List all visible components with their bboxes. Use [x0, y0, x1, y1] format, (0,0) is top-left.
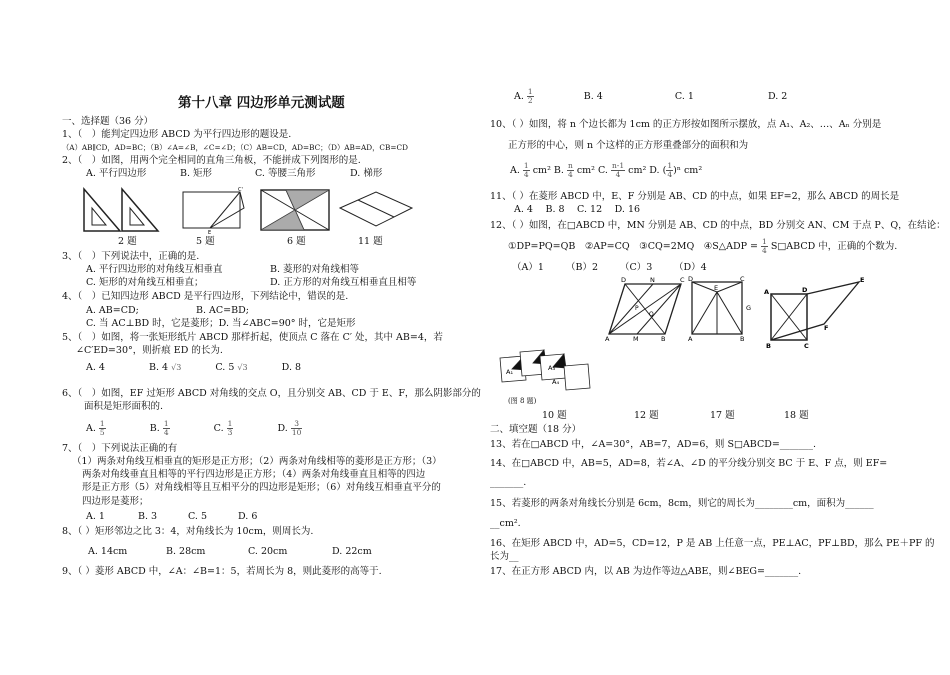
- q5-option-a: A. 4: [86, 362, 105, 373]
- question-7-option-a: A. 1: [86, 511, 105, 522]
- question-8-option-d: D. 22cm: [332, 546, 372, 557]
- question-7-line-4: 四边形是菱形；: [82, 496, 149, 507]
- figure-q17-square: [688, 276, 758, 342]
- question-1: 1、（ ）能判定四边形 ABCD 为平行四边形的题设是.: [62, 129, 292, 140]
- svg-text:C': C': [238, 187, 243, 193]
- fraction-1-5: $\frac{1}{5}$: [99, 419, 105, 437]
- section-fill-heading: 二、填空题（18 分）: [490, 424, 582, 435]
- question-7-option-c: C. 5: [188, 511, 208, 522]
- figure-q12-parallelogram: [603, 276, 687, 342]
- figure-label-8: (图 8 题): [508, 397, 537, 405]
- svg-text:A: A: [764, 288, 770, 296]
- figure-label-10: 10 题: [542, 410, 567, 421]
- fraction-3-10: $\frac{3}{10}$: [291, 419, 302, 437]
- svg-text:D: D: [802, 286, 808, 294]
- question-3-option-b: B. 菱形的对角线相等: [270, 264, 360, 275]
- question-2-option-d: D. 梯形: [350, 168, 383, 179]
- question-5-line-2: ∠C′ED=30°，则折痕 ED 的长为.: [76, 345, 223, 356]
- question-12-line-2: ①DP=PQ=QB ②AP=CQ ③CQ=2MQ ④S△ADP = $\frac{1}{4}$ S□ABCD 中，正确的个数为.: [508, 237, 898, 255]
- svg-text:G: G: [746, 304, 752, 312]
- question-13: 13、若在□ABCD 中，∠A=30°，AB=7，AD=6，则 S□ABCD=_______.: [490, 439, 817, 450]
- question-16-line-1: 16、在矩形 ABCD 中，AD=5，CD=12，P 是 AB 上任意一点，PE⊥AC，PF⊥BD，那么 PE＋PF 的: [490, 538, 935, 549]
- svg-text:E: E: [860, 276, 865, 284]
- question-14-line-2: _______.: [490, 477, 527, 488]
- question-6-options: A. $\frac{1}{5}$ B. $\frac{1}{4}$ C. $\frac{1}{3}$ D. $\frac{3}{10}$: [86, 419, 302, 437]
- q5-option-c: C. 5: [215, 362, 235, 373]
- question-15-line-1: 15、若菱形的两条对角线长分别是 6cm，8cm，则它的周长为________cm，面积为______: [490, 498, 874, 509]
- question-5-line-1: 5、（ ）如图，将一张矩形纸片 ABCD 那样折起，使顶点 C 落在 C′ 处，其中 AB=4，若: [62, 332, 443, 343]
- figure-q11-rhombus: [336, 186, 416, 234]
- fraction-1-3: $\frac{1}{3}$: [227, 419, 233, 437]
- question-3-option-d: D. 正方形的对角线互相垂直且相等: [270, 277, 417, 288]
- question-11-options: A. 4 B. 8 C. 12 D. 16: [514, 204, 641, 215]
- question-15-line-2: __cm².: [490, 518, 521, 529]
- svg-text:N: N: [650, 276, 655, 284]
- question-12-line-1: 12、（ ）如图，在□ABCD 中，MN 分别是 AB、CD 的中点，BD 分别交 AN、CM 于点 P、Q，在结论：: [490, 220, 946, 231]
- svg-text:A₃: A₃: [548, 364, 556, 372]
- question-2-option-b: B. 矩形: [180, 168, 213, 179]
- page-title: 第十八章 四边形单元测试题: [178, 95, 345, 111]
- question-11: 11、（ ）在菱形 ABCD 中，E、F 分别是 AB、CD 的中点，如果 EF=2，那么 ABCD 的周长是: [490, 191, 900, 202]
- question-7-line-2: 两条对角线垂直且相等的平行四边形是正方形；（4）两条对角线垂直且相等的四边: [82, 469, 426, 480]
- svg-text:E: E: [208, 230, 212, 234]
- question-8-option-c: C. 20cm: [248, 546, 288, 557]
- figure-label-2: 2 题: [118, 236, 137, 247]
- sqrt3-b: √3: [171, 363, 182, 372]
- figure-q10-overlapping-squares: [494, 346, 604, 396]
- fraction-1-4: $\frac{1}{4}$: [163, 419, 169, 437]
- question-4: 4、（ ）已知四边形 ABCD 是平行四边形，下列结论中，错误的是.: [62, 291, 349, 302]
- svg-text:M: M: [633, 335, 639, 342]
- question-12-option-c: （C）3: [620, 262, 653, 273]
- fraction-1-4b: $\frac{1}{4}$: [667, 161, 673, 179]
- question-10-line-1: 10、（ ）如图，将 n 个边长都为 1cm 的正方形按如图所示摆放，点 A₁、A₂、…、Aₙ 分别是: [490, 119, 882, 130]
- svg-text:B: B: [661, 335, 666, 342]
- svg-text:C: C: [740, 276, 745, 283]
- svg-text:Q: Q: [649, 311, 654, 318]
- question-8-option-a: A. 14cm: [88, 546, 128, 557]
- svg-text:B: B: [740, 335, 745, 342]
- question-1-options: （A）AB∥CD，AD=BC；（B）∠A=∠B，∠C=∠D；（C）AB=CD，AD=BC；（D）AB=AD，CB=CD: [62, 143, 408, 152]
- fraction-n-1-4: $\frac{n-1}{4}$: [611, 161, 625, 179]
- section-choice-heading: 一、选择题（36 分）: [62, 116, 154, 127]
- svg-text:A₄: A₄: [552, 378, 560, 386]
- svg-text:P: P: [635, 305, 639, 312]
- figure-q18-square-rhombus: [764, 272, 870, 352]
- question-6-line-1: 6、（ ）如图，EF 过矩形 ABCD 对角线的交点 O，且分别交 AB、CD 于 E、F，那么阴影部分的: [62, 388, 481, 399]
- figure-label-6: 6 题: [287, 236, 306, 247]
- figure-label-17: 17 题: [710, 410, 735, 421]
- question-4-option-cd: C. 当 AC⊥BD 时，它是菱形；D. 当∠ABC=90° 时，它是矩形: [86, 318, 356, 329]
- svg-text:D: D: [621, 276, 627, 284]
- svg-text:A: A: [688, 335, 693, 342]
- question-3-option-c: C. 矩形的对角线互相垂直；: [86, 277, 204, 288]
- sqrt3-c: √3: [237, 363, 248, 372]
- question-7: 7、（ ）下列说法正确的有: [62, 443, 178, 454]
- question-9: 9、（ ）菱形 ABCD 中，∠A：∠B=1：5，若周长为 8，则此菱形的高等于.: [62, 566, 382, 577]
- question-7-line-1: （1）两条对角线互相垂直的矩形是正方形；（2）两条对角线相等的菱形是正方形；（3）: [72, 456, 442, 467]
- fraction-1-2: $\frac{1}{2}$: [527, 87, 533, 105]
- q5-option-d: D. 8: [281, 362, 302, 373]
- svg-text:C: C: [804, 342, 809, 350]
- question-12-option-a: （A）1: [512, 262, 544, 273]
- question-3: 3、（ ）下列说法中，正确的是.: [62, 251, 200, 262]
- question-12-option-d: （D）4: [674, 262, 707, 273]
- figure-label-18: 18 题: [784, 410, 809, 421]
- figure-label-11: 11 题: [358, 236, 383, 247]
- question-16-line-2: 长为__: [490, 551, 519, 562]
- q5-option-b: B. 4: [149, 362, 169, 373]
- svg-text:A₁: A₁: [506, 368, 514, 376]
- question-14-line-1: 14、在□ABCD 中，AB=5，AD=8，若∠A、∠D 的平分线分别交 BC 于 E、F 点，则 EF=: [490, 458, 888, 469]
- question-7-option-d: D. 6: [238, 511, 258, 522]
- question-2-option-c: C. 等腰三角形: [255, 168, 316, 179]
- figure-label-12: 12 题: [634, 410, 659, 421]
- question-8-option-b: B. 28cm: [166, 546, 206, 557]
- question-17: 17、在正方形 ABCD 内，以 AB 为边作等边△ABE，则∠BEG=_______.: [490, 566, 802, 577]
- question-4-option-b: B. AC=BD;: [196, 305, 249, 316]
- question-2-option-a: A. 平行四边形: [86, 168, 147, 179]
- question-5-options: [86, 362, 301, 374]
- svg-text:D: D: [688, 276, 694, 283]
- question-4-option-a: A. AB=CD;: [86, 305, 139, 316]
- figure-label-5: 5 题: [196, 236, 215, 247]
- svg-text:F: F: [824, 324, 829, 332]
- svg-text:B: B: [766, 342, 771, 350]
- fraction-n-4: $\frac{n}{4}$: [567, 161, 573, 179]
- fraction-1-4a: $\frac{1}{4}$: [523, 161, 529, 179]
- question-10-options: A. $\frac{1}{4}$ cm² B. $\frac{n}{4}$ cm² C. $\frac{n-1}{4}$ cm² D. ( $\frac{1}{4}$ )ⁿ cm²: [510, 161, 703, 179]
- fraction-1-4c: $\frac{1}{4}$: [762, 237, 767, 255]
- question-2: 2、（ ）如图，用两个完全相同的直角三角板，不能拼成下列图形的是.: [62, 155, 361, 166]
- figure-q6-shaded-rectangle: [258, 186, 334, 234]
- svg-text:E: E: [714, 284, 719, 292]
- question-8: 8、（ ）矩形邻边之比 3：4，对角线长为 10cm，则周长为.: [62, 526, 314, 537]
- question-6-line-2: 面积是矩形面积的.: [84, 401, 164, 412]
- question-12-option-b: （B）2: [566, 262, 599, 273]
- question-9-options: A. $\frac{1}{2}$ B. 4 C. 1 D. 2: [514, 87, 788, 105]
- figure-q2-triangles: [80, 186, 170, 234]
- question-7-line-3: 形是正方形（5）对角线相等且互相平分的四边形是矩形；（6）对角线互相垂直平分的: [82, 482, 441, 493]
- question-7-option-b: B. 3: [138, 511, 158, 522]
- svg-text:C: C: [680, 276, 685, 284]
- question-3-option-a: A. 平行四边形的对角线互相垂直: [86, 264, 223, 275]
- figure-q5-folded-rectangle: [180, 186, 250, 234]
- question-10-line-2: 正方形的中心，则 n 个这样的正方形重叠部分的面积和为: [508, 140, 749, 151]
- svg-text:A: A: [605, 335, 610, 342]
